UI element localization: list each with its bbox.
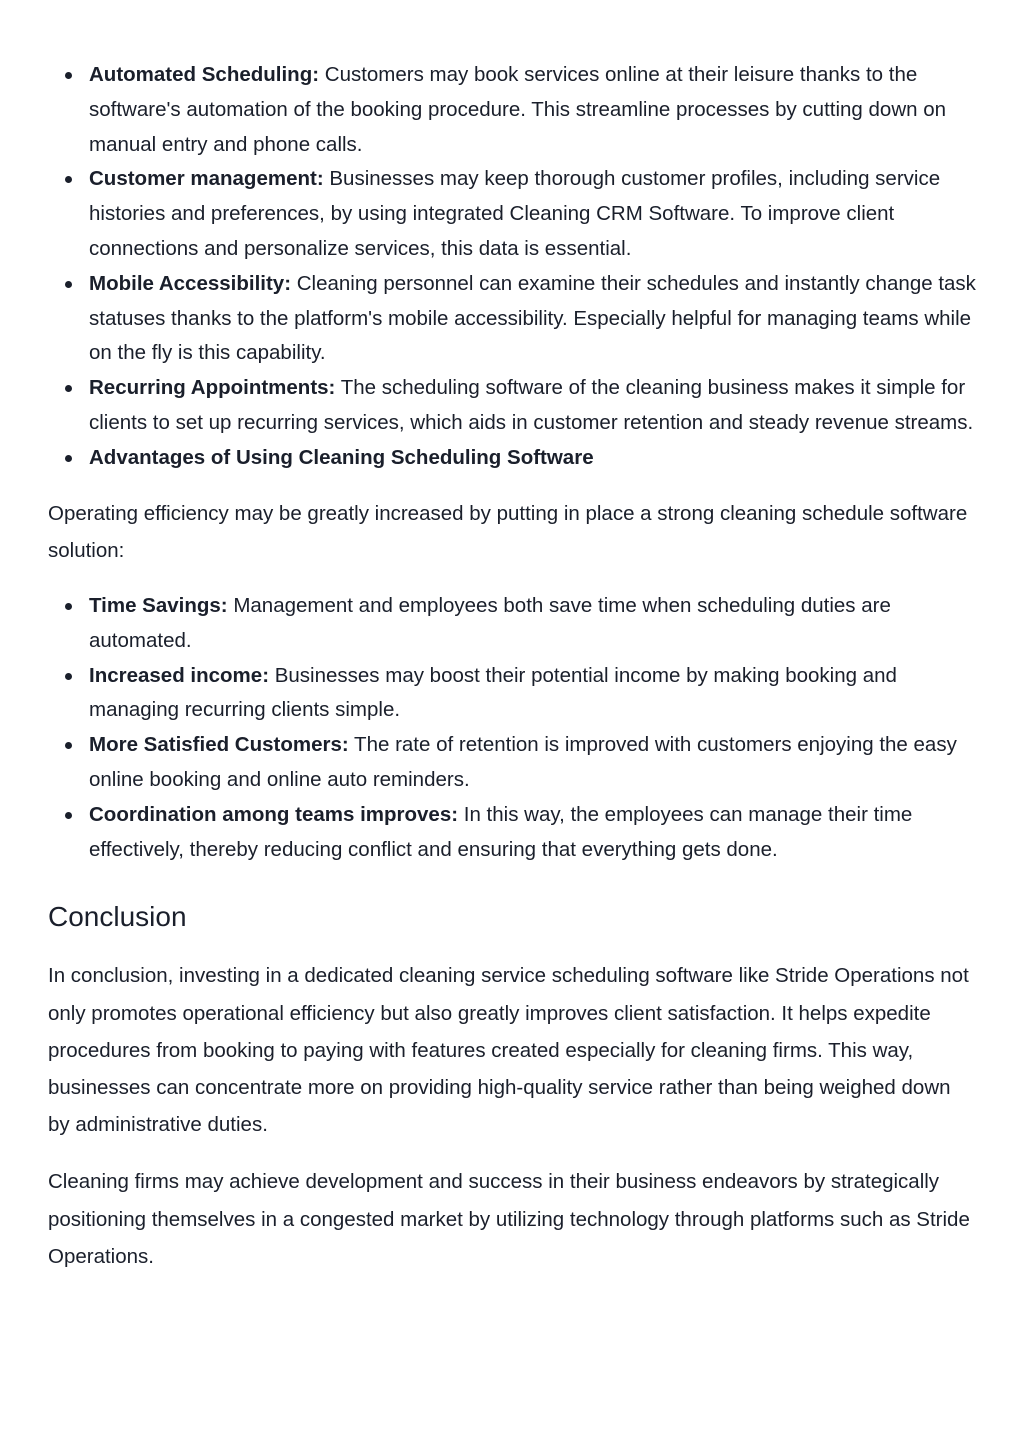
list-item bbox=[89, 441, 976, 476]
intro-paragraph: Operating efficiency may be greatly increased by putting in place a strong cleaning schedule software solution: bbox=[48, 501, 968, 562]
list-item bbox=[89, 267, 976, 371]
list-item-text: Customers may book services online at their leisure thanks to the software's automation of the booking procedure. This streamline processes by cutting down on manual entry and phone calls. bbox=[89, 63, 947, 156]
conclusion-heading: Conclusion bbox=[48, 901, 187, 933]
list-item bbox=[89, 162, 976, 266]
conclusion-paragraph bbox=[48, 957, 976, 1143]
list-item-label: Automated Scheduling: bbox=[89, 63, 320, 86]
list-item-label: Coordination among teams improves: bbox=[89, 802, 459, 826]
list-item-label: Recurring Appointments: bbox=[89, 376, 336, 400]
list-item-label: Advantages of Using Cleaning Scheduling Software bbox=[89, 445, 594, 469]
list-item bbox=[89, 589, 976, 659]
list-item-text: Businesses may keep thorough customer profiles, including service histories and preferences, by using integrated bbox=[89, 167, 941, 226]
list-item bbox=[89, 798, 976, 868]
list-item-text: Businesses may boost their potential income by making booking and managing recurring clients simple. bbox=[89, 663, 897, 722]
list-item-label: Mobile Accessibility: bbox=[89, 271, 292, 295]
list-item-text: In this way, the employees can manage their time effectively, thereby reducing conflict and ensuring that everything gets done. bbox=[89, 802, 913, 861]
list-item-text: The scheduling software of the cleaning business makes it simple for clients to set up recurring services, which aids in customer retention and steady revenue streams. bbox=[89, 376, 974, 434]
list-item-label: Customer management: bbox=[89, 167, 324, 191]
cleaning-crm-software-link[interactable]: Cleaning CRM Software bbox=[509, 202, 730, 226]
features-list bbox=[48, 58, 976, 476]
list-item-label: More Satisfied Customers: bbox=[89, 733, 349, 757]
paragraph-text: In conclusion, investing in a dedicated bbox=[48, 964, 400, 988]
list-item-text: . To improve client connections and personalize services, this data is essential. bbox=[89, 202, 895, 260]
list-item-text: The rate of retention is improved with customers enjoying the easy online booking and online auto reminders. bbox=[89, 733, 957, 791]
paragraph-text: like Stride Operations not only promotes operational efficiency but also greatly improves client satisfaction. It helps expedite procedures from booking to paying with features created especially for cleaning firms. This way, businesses can concentrate more on providing high-quality service rather than being weighed down by administrative duties. bbox=[48, 964, 969, 1137]
list-item-text: Management and employees both save time when scheduling duties are automated. bbox=[89, 593, 891, 652]
closing-paragraph: Cleaning firms may achieve development and success in their business endeavors by strategically positioning themselves in a congested market by utilizing technology through platforms such as Stride Operations. bbox=[48, 1170, 970, 1268]
list-item-text: Cleaning personnel can examine their schedules and instantly change task statuses thanks to the platform's mobile accessibility. Especially helpful for managing teams while on the fly is this capability. bbox=[89, 271, 976, 365]
list-item-label: Increased income: bbox=[89, 663, 270, 687]
cleaning-service-scheduling-software-link[interactable]: cleaning service scheduling software bbox=[399, 964, 733, 988]
list-item bbox=[89, 58, 976, 162]
list-item bbox=[89, 371, 976, 441]
advantages-list bbox=[48, 589, 976, 867]
list-item-label: Time Savings: bbox=[89, 593, 228, 617]
list-item bbox=[89, 728, 976, 798]
list-item bbox=[89, 659, 976, 729]
